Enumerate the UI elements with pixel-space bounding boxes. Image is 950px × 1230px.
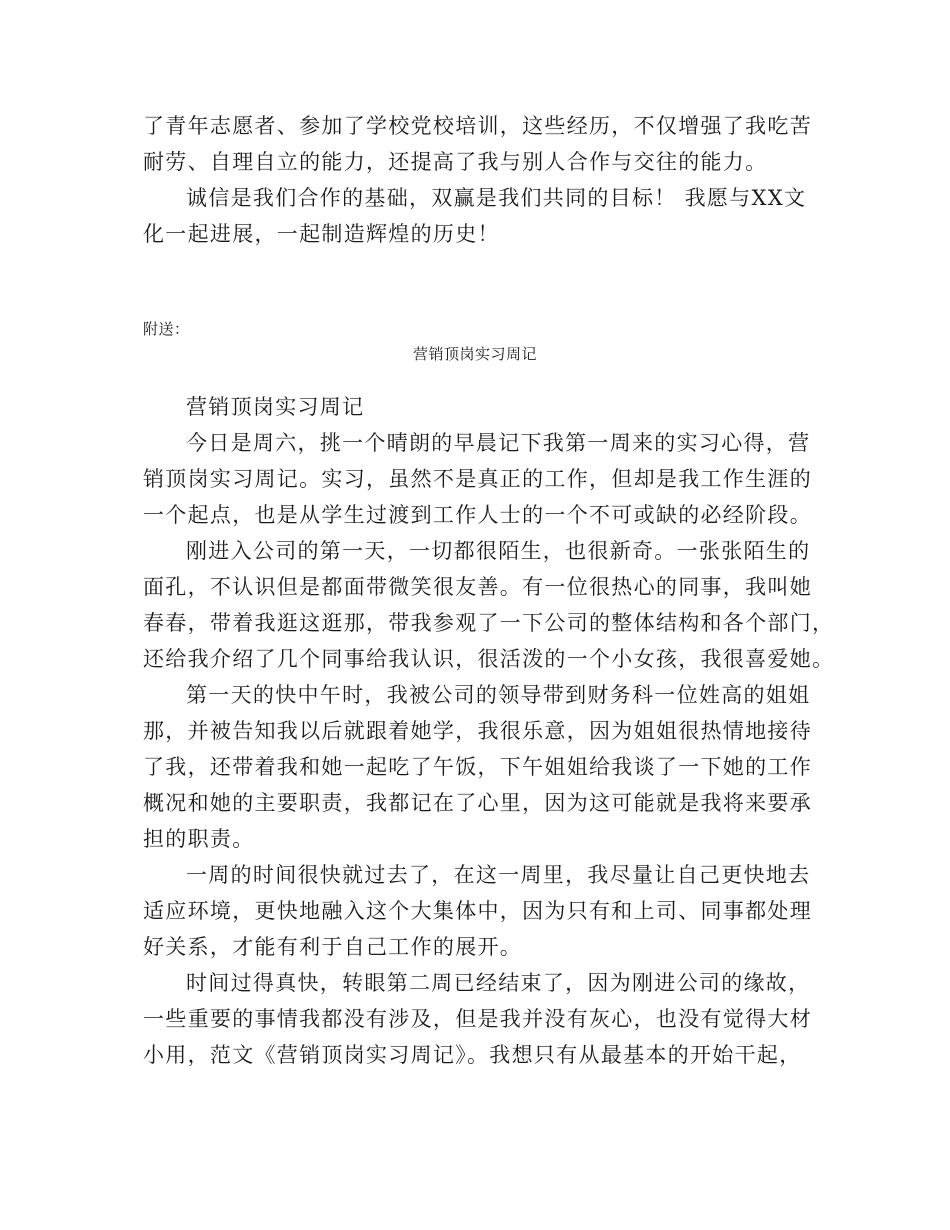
body-line: 担的职责。 — [143, 827, 255, 851]
intro-line-1: 了青年志愿者、参加了学校党校培训，这些经历，不仅增强了我吃苦 — [143, 114, 812, 138]
body-line: 面孔，不认识但是都面带微笑很友善。有一位很热心的同事，我叫她 — [143, 575, 812, 599]
body-line: 好关系，才能有利于自己工作的展开。 — [143, 935, 523, 959]
appendix-label: 附送： — [143, 320, 190, 338]
body-line: 一些重要的事情我都没有涉及，但是我并没有灰心，也没有觉得大材 — [143, 1007, 812, 1031]
body-line: 一个起点，也是从学生过渡到工作人士的一个不可或缺的必经阶段。 — [143, 503, 812, 527]
intro-line-3: 诚信是我们合作的基础，双赢是我们共同的目标！ 我愿与XX文 — [186, 186, 807, 210]
intro-line-2: 耐劳、自理自立的能力，还提高了我与别人合作与交往的能力。 — [143, 150, 768, 174]
body-line: 时间过得真快，转眼第二周已经结束了，因为刚进公司的缘故， — [186, 971, 811, 995]
body-line: 了我，还带着我和她一起吃了午饭，下午姐姐给我谈了一下她的工作 — [143, 755, 812, 779]
article-title: 营销顶岗实习周记 — [412, 345, 537, 363]
body-line: 今日是周六，挑一个晴朗的早晨记下我第一周来的实习心得，营 — [186, 431, 811, 455]
intro-line-4: 化一起进展，一起制造辉煌的历史！ — [143, 222, 500, 246]
body-line: 第一天的快中午时，我被公司的领导带到财务科一位姓高的姐姐 — [186, 683, 811, 707]
body-line: 销顶岗实习周记。实习，虽然不是真正的工作，但却是我工作生涯的 — [143, 467, 812, 491]
body-line: 适应环境，更快地融入这个大集体中，因为只有和上司、同事都处理 — [143, 899, 812, 923]
body-line: 小用，范文《营销顶岗实习周记》。我想只有从最基本的开始干起， — [143, 1043, 802, 1067]
body-line: 那，并被告知我以后就跟着她学，我很乐意，因为姐姐很热情地接待 — [143, 719, 812, 743]
body-line: 还给我介绍了几个同事给我认识，很活泼的一个小女孩，我很喜爱她。 — [143, 647, 835, 671]
body-heading: 营销顶岗实习周记 — [186, 395, 365, 419]
body-line: 刚进入公司的第一天，一切都很陌生，也很新奇。一张张陌生的 — [186, 539, 811, 563]
body-line: 一周的时间很快就过去了，在这一周里，我尽量让自己更快地去 — [186, 863, 811, 887]
body-line: 概况和她的主要职责，我都记在了心里，因为这可能就是我将来要承 — [143, 791, 812, 815]
body-line: 春春，带着我逛这逛那，带我参观了一下公司的整体结构和各个部门， — [143, 611, 835, 635]
